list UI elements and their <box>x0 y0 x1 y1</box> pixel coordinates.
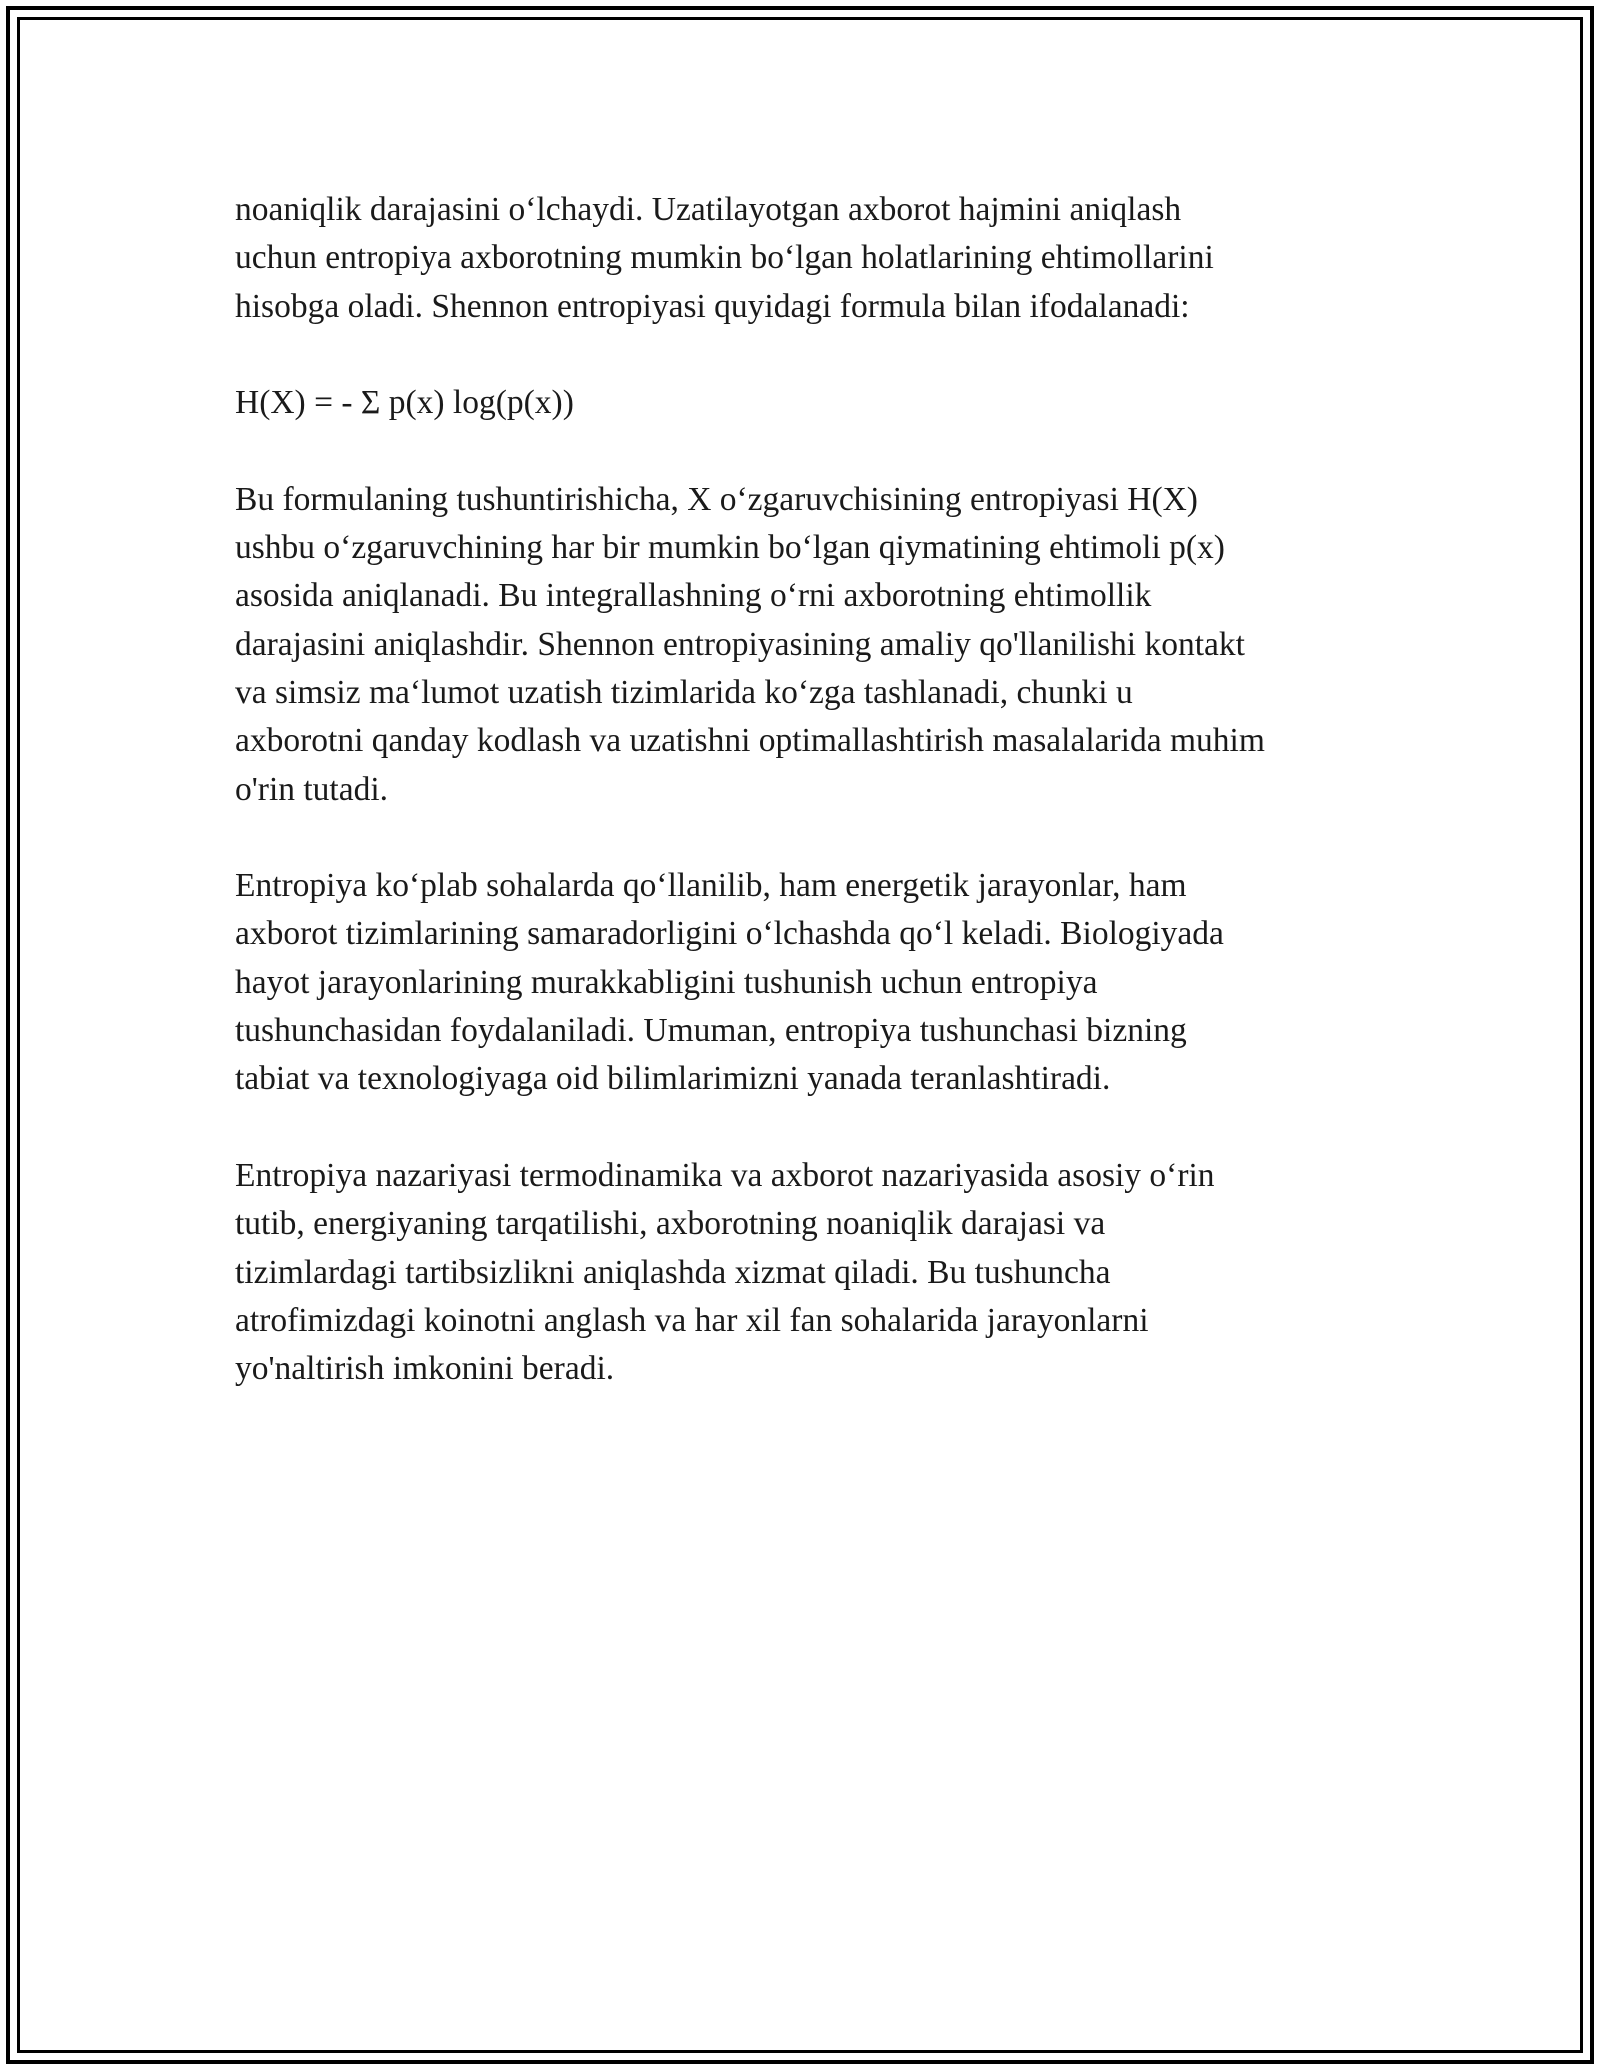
document-body <box>235 186 1375 1442</box>
paragraph-applications: Entropiya ko‘plab sohalarda qo‘llanilib, ham energetik jarayonlar, ham axborot tizimlarining samaradorligini o‘lchashda qo‘l keladi. Biologiyada hayot jarayonlarining murakkabligini tushunish uchun entropiya tushunchasidan foydalaniladi. Umuman, entropiya tushunchasi bizning tabiat va texnologiyaga oid bilimlarimizni yanada teranlashtiradi. <box>235 867 1224 1098</box>
paragraph-formula-explanation: Bu formulaning tushuntirishicha, X o‘zgaruvchisining entropiyasi H(X) ushbu o‘zgaruvchining har bir mumkin bo‘lgan qiymatining ehtimoli p(x) asosida aniqlanadi. Bu integrallashning o‘rni axborotning ehtimollik darajasini aniqlashdir. Shennon entropiyasining amaliy qo'llanilishi kontakt va simsiz ma‘lumot uzatish tizimlarida ko‘zga tashlanadi, chunki u axborotni qanday kodlash va uzatishni optimallashtirish masalalarida muhim o'rin tutadi. <box>235 480 1265 808</box>
formula: H(X) = - Σ p(x) log(p(x)) <box>235 384 574 422</box>
paragraph-conclusion: Entropiya nazariyasi termodinamika va axborot nazariyasida asosiy o‘rin tutib, energiyaning tarqatilishi, axborotning noaniqlik darajasi va tizimlardagi tartibsizlikni aniqlashda xizmat qiladi. Bu tushuncha atrofimizdagi koinotni anglash va har xil fan sohalarida jarayonlarni yo'naltirish imkonini beradi. <box>235 1156 1215 1388</box>
paragraph-intro: noaniqlik darajasini o‘lchaydi. Uzatilayotgan axborot hajmini aniqlash uchun entropiya axborotning mumkin bo‘lgan holatlarining ehtimollarini hisobga oladi. Shennon entropiyasi quyidagi formula bilan ifodalanadi: <box>235 191 1214 325</box>
